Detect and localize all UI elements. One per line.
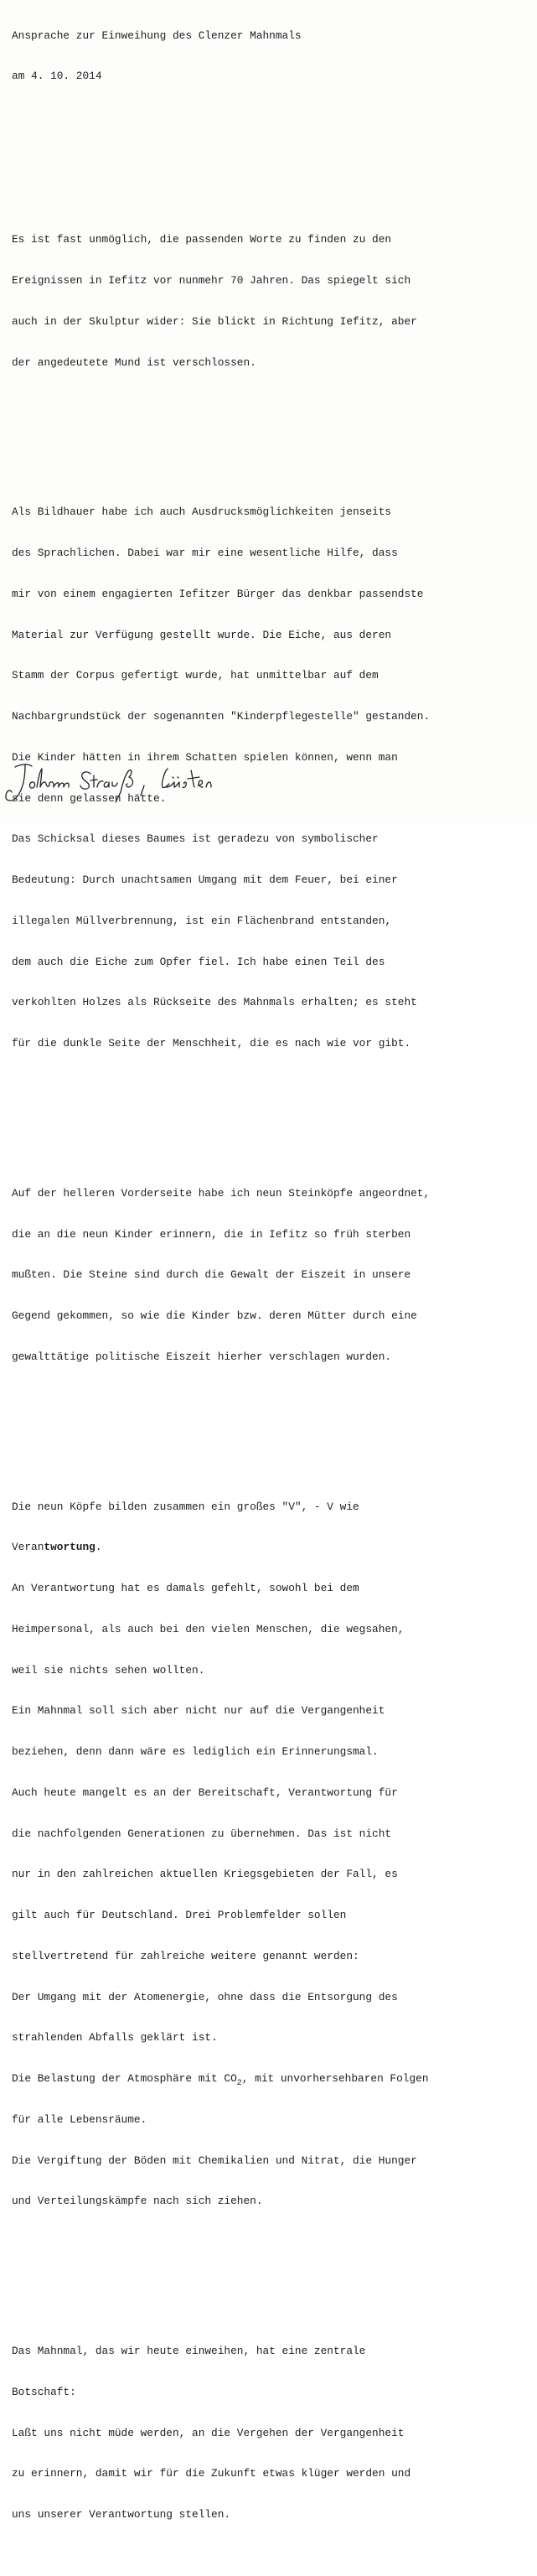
subscript: 2 xyxy=(236,2079,242,2088)
text-line: Nachbargrundstück der sogenannten "Kinderpflegestelle" gestanden. xyxy=(12,710,431,723)
text-line: Das Mahnmal, das wir heute einweihen, hat eine zentrale xyxy=(12,2345,366,2357)
text-line: zu erinnern, damit wir für die Zukunft etwas klüger werden und xyxy=(12,2467,411,2480)
handwritten-signature xyxy=(3,759,263,809)
text-line: Gegend gekommen, so wie die Kinder bzw. deren Mütter durch eine xyxy=(12,1309,417,1322)
text-line: die an die neun Kinder erinnern, die in Iefitz so früh sterben xyxy=(12,1227,411,1241)
text-line: Botschaft: xyxy=(12,2385,76,2398)
text-line: beziehen, denn dann wäre es lediglich ein Erinnerungsmal. xyxy=(12,1745,379,1758)
text-line: verkohlten Holzes als Rückseite des Mahnmals erhalten; es steht xyxy=(12,996,417,1009)
text-line: nur in den zahlreichen aktuellen Kriegsgebieten der Fall, es xyxy=(12,1868,398,1881)
text-line: mir von einem engagierten Iefitzer Bürger das denkbar passendste xyxy=(12,587,424,600)
text-line: Heimpersonal, als auch bei den vielen Menschen, die wegsahen, xyxy=(12,1622,405,1635)
text-line: gilt auch für Deutschland. Drei Problemfelder sollen xyxy=(12,1909,347,1921)
blank-line xyxy=(12,152,430,165)
text-line: Material zur Verfügung gestellt wurde. Die Eiche, aus deren xyxy=(12,628,392,641)
text-line: Laßt uns nicht müde werden, an die Vergehen der Vergangenheit xyxy=(12,2426,405,2439)
text-line: des Sprachlichen. Dabei war mir eine wesentliche Hilfe, dass xyxy=(12,547,398,559)
text-line: für alle Lebensräume. xyxy=(12,2112,147,2126)
text-line: gewalttätige politische Eiszeit hierher verschlagen wurden. xyxy=(12,1350,392,1363)
text-line: uns unserer Verantwortung stellen. xyxy=(12,2508,231,2521)
paragraph-responsibility xyxy=(12,1473,430,2236)
text-line: Der Umgang mit der Atomenergie, ohne dass die Entsorgung des xyxy=(12,1990,398,2003)
blank-line xyxy=(12,2263,430,2277)
text-line: dem auch die Eiche zum Opfer fiel. Ich habe einen Teil des xyxy=(12,955,385,968)
text-line: der angedeutete Mund ist verschlossen. xyxy=(12,355,256,369)
text-line: weil sie nichts sehen wollten. xyxy=(12,1663,205,1677)
text-line: stellvertretend für zahlreiche weitere genannt werden: xyxy=(12,1949,359,1962)
text-line: Die Kinder hätten in ihrem Schatten spielen können, wenn man xyxy=(12,750,398,764)
text-line: sie denn gelassen hätte. xyxy=(12,791,167,805)
text-segment: . xyxy=(95,1541,102,1554)
text-line: Auch heute mangelt es an der Bereitschaft, Verantwortung für xyxy=(12,1786,398,1799)
text-segment: Veran xyxy=(12,1541,44,1554)
document-body xyxy=(12,2,430,2576)
text-line: strahlenden Abfalls geklärt ist. xyxy=(12,2031,218,2045)
blank-line xyxy=(12,424,430,438)
text-line xyxy=(12,1541,430,1554)
text-line: Ereignissen in Iefitz vor nunmehr 70 Jahren. Das spiegelt sich xyxy=(12,274,411,287)
text-segment: , mit unvorhersehbaren Folgen xyxy=(241,2072,429,2085)
text-line: Auf der helleren Vorderseite habe ich neun Steinköpfe angeordnet, xyxy=(12,1186,431,1200)
text-line: Ein Mahnmal soll sich aber nicht nur auf die Vergangenheit xyxy=(12,1704,385,1718)
text-line: mußten. Die Steine sind durch die Gewalt der Eiszeit in unsere xyxy=(12,1268,411,1282)
paragraph-message xyxy=(12,2318,430,2549)
title-line: Ansprache zur Einweihung des Clenzer Mahnmals xyxy=(12,29,302,42)
blank-line xyxy=(12,1418,430,1432)
text-line: für die dunkle Seite der Menschheit, die es nach wie vor gibt. xyxy=(12,1037,411,1050)
blank-line xyxy=(12,1105,430,1118)
text-line: Es ist fast unmöglich, die passenden Worte zu finden zu den xyxy=(12,233,392,246)
text-line: Das Schicksal dieses Baumes ist geradezu von symbolischer xyxy=(12,832,379,846)
signature-icon xyxy=(3,759,263,809)
paragraph-intro xyxy=(12,206,430,397)
text-line: Die Vergiftung der Böden mit Chemikalien und Nitrat, die Hunger xyxy=(12,2154,417,2167)
text-line: Stamm der Corpus gefertigt wurde, hat unmittelbar auf dem xyxy=(12,669,379,682)
blank-line xyxy=(12,111,430,124)
text-line: und Verteilungskämpfe nach sich ziehen. xyxy=(12,2195,263,2208)
text-line: illegalen Müllverbrennung, ist ein Flächenbrand entstanden, xyxy=(12,914,392,927)
emphasized-text: twortung xyxy=(44,1541,96,1554)
text-line: Bedeutung: Durch unachtsamen Umgang mit dem Feuer, bei einer xyxy=(12,873,398,886)
paragraph-stones xyxy=(12,1159,430,1391)
text-line: Die neun Köpfe bilden zusammen ein großes "V", - V wie xyxy=(12,1500,359,1513)
text-line: auch in der Skulptur wider: Sie blickt in Richtung Iefitz, aber xyxy=(12,314,417,328)
text-line: Als Bildhauer habe ich auch Ausdrucksmöglichkeiten jenseits xyxy=(12,505,392,519)
text-line: die nachfolgenden Generationen zu übernehmen. Das ist nicht xyxy=(12,1827,392,1840)
text-line: An Verantwortung hat es damals gefehlt, sowohl bei dem xyxy=(12,1582,359,1594)
text-line xyxy=(12,2072,430,2086)
text-segment: Die Belastung der Atmosphäre mit CO xyxy=(12,2072,237,2085)
date-line: am 4. 10. 2014 xyxy=(12,70,102,83)
